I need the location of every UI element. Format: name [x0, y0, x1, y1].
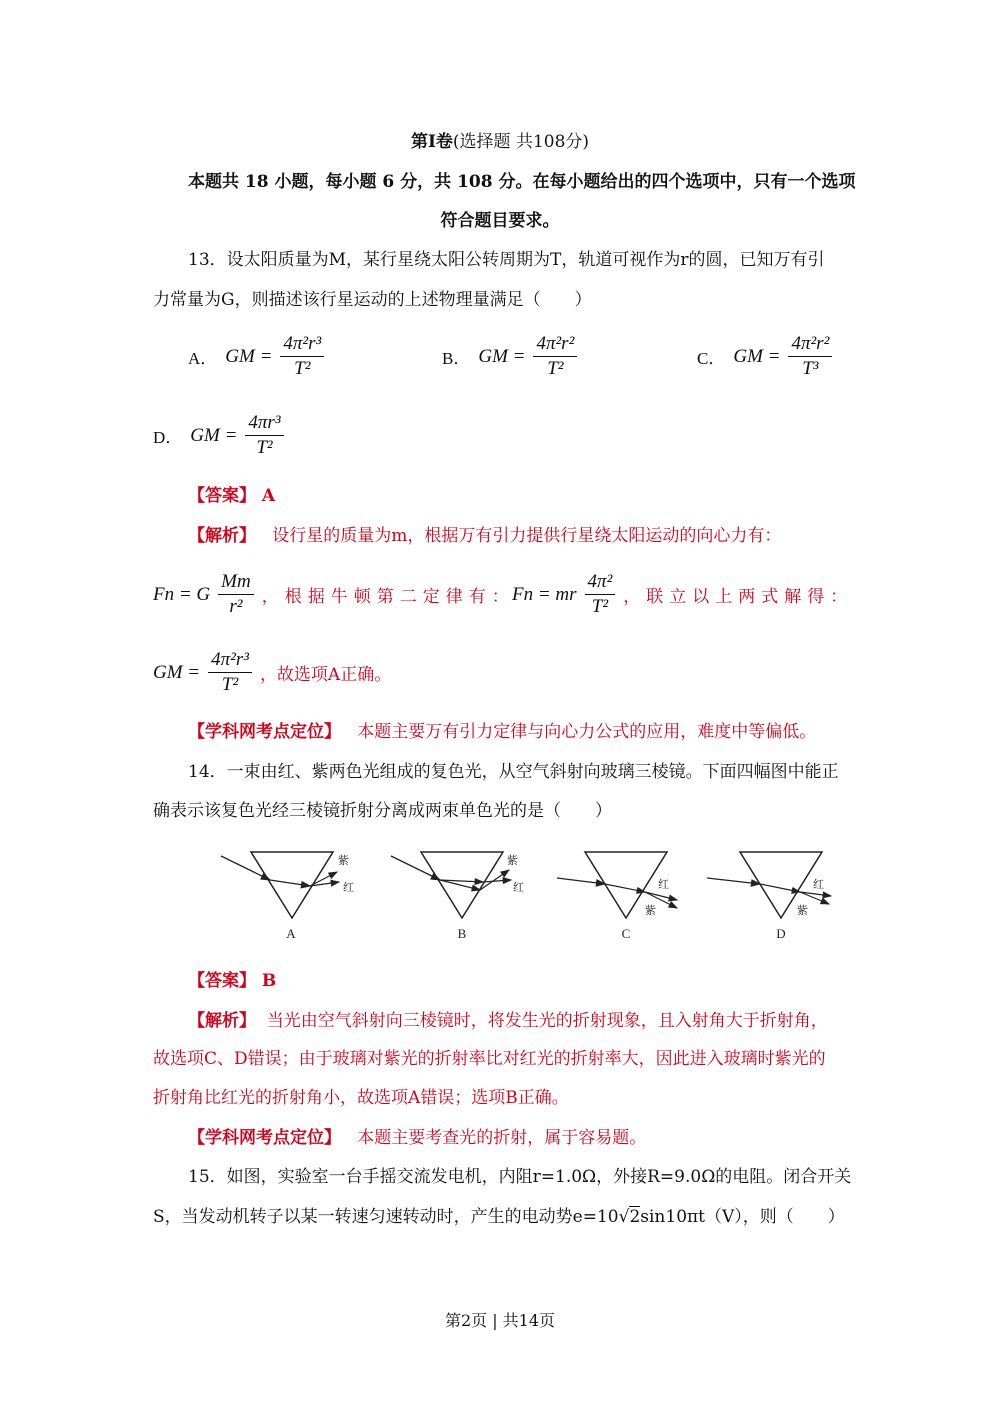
option-fraction: [280, 334, 324, 379]
q13-option-d: [153, 413, 284, 458]
equation-lhs: GM =: [153, 661, 201, 683]
incident-ray: [557, 878, 605, 884]
prism-figure-b: [391, 852, 524, 941]
fraction-denominator: T³: [802, 358, 819, 379]
equation-text: ，故选项A正确。: [259, 665, 392, 685]
fraction-numerator: 4π²r³: [208, 650, 252, 673]
color-label-bottom: 红: [513, 881, 524, 894]
answer-value: A: [261, 486, 276, 506]
q15-stem-line-2: [153, 1206, 845, 1228]
option-label: D．: [153, 428, 183, 447]
option-lhs: GM =: [478, 345, 526, 367]
option-label: B．: [442, 349, 471, 368]
fraction-numerator: 4πr³: [245, 413, 283, 436]
q14-stem-line-1: 14．一束由红、紫两色光组成的复色光，从空气斜射向玻璃三棱镜。下面四幅图中能正: [188, 762, 839, 782]
prism-triangle: [740, 852, 822, 918]
q14-analysis-line-1: [188, 1010, 828, 1032]
analysis-tag: 【解析】: [188, 526, 256, 546]
section-title-rest: (选择题 共108分): [452, 132, 590, 152]
sqrt-radicand: 2: [629, 1207, 641, 1227]
color-label-top: 红: [813, 878, 824, 891]
instruction-line-2: 符合题目要求。: [440, 211, 560, 231]
q13-equation-2: [512, 572, 853, 617]
q13-equation-3: [153, 650, 391, 695]
figure-label: C: [621, 926, 631, 941]
color-label-top: 紫: [338, 854, 349, 867]
refracted-ray: [270, 880, 310, 886]
answer-value: B: [261, 971, 277, 991]
option-fraction: [788, 334, 832, 379]
point-text: 本题主要万有引力定律与向心力公式的应用，难度中等偏低。: [357, 722, 817, 742]
color-label-bottom: 紫: [797, 904, 808, 917]
color-label-top: 紫: [507, 854, 518, 867]
option-lhs: GM =: [190, 424, 238, 446]
q14-analysis-line-2: 故选项C、D错误；由于玻璃对紫光的折射率比对红光的折射率大，因此进入玻璃时紫光的: [153, 1049, 826, 1069]
equation-text: ，根据牛顿第二定律有：: [261, 587, 515, 607]
fraction-numerator: Mm: [218, 572, 254, 595]
point-text: 本题主要考查光的折射，属于容易题。: [357, 1128, 647, 1148]
fraction-denominator: T²: [221, 674, 239, 695]
figure-label: A: [286, 926, 296, 941]
option-lhs: GM =: [733, 345, 781, 367]
answer-tag: 【答案】: [188, 971, 256, 991]
fraction-numerator: 4π²r³: [280, 334, 324, 357]
equation-text: ，联立以上两式解得：: [623, 587, 854, 607]
q14-stem-line-2: 确表示该复色光经三棱镜折射分离成两束单色光的是（ ）: [153, 801, 612, 821]
stem-text-a: S，当发动机转子以某一转速匀速转动时，产生的电动势e=10: [153, 1207, 619, 1227]
sqrt-symbol: √: [618, 1207, 630, 1227]
prism-figure-a: [221, 852, 354, 941]
option-label: C．: [697, 349, 726, 368]
fraction-numerator: 4π²r²: [533, 334, 577, 357]
refracted-ray: [605, 884, 645, 892]
stem-text-c: sin10πt（V），则（ ）: [640, 1207, 845, 1227]
q13-equation-1: [153, 572, 515, 617]
fraction-denominator: T²: [294, 358, 311, 379]
q15-stem-line-1: 15．如图，实验室一台手摇交流发电机，内阻r=1.0Ω，外接R=9.0Ω的电阻。闭合开关: [188, 1167, 852, 1187]
analysis-tag: 【解析】: [188, 1011, 256, 1031]
analysis-text: 设行星的质量为m，根据万有引力提供行星绕太阳运动的向心力有：: [272, 526, 782, 546]
option-fraction: [245, 413, 283, 458]
exit-ray-top: [645, 892, 677, 900]
exit-ray-bottom: [483, 880, 511, 882]
prism-figures: [215, 842, 875, 942]
q13-analysis: [188, 525, 781, 547]
q13-option-b: [442, 334, 577, 379]
option-label: A．: [188, 349, 218, 368]
q13-stem-line-1: 13．设太阳质量为M，某行星绕太阳公转周期为T，轨道可视作为r的圆，已知万有引: [188, 250, 825, 270]
color-label-top: 红: [658, 878, 669, 891]
q13-option-a: [188, 334, 324, 379]
fraction-denominator: r²: [229, 596, 243, 617]
equation-lhs: Fn = G: [153, 583, 211, 605]
incident-ray: [707, 878, 760, 884]
q14-analysis-line-3: 折射角比红光的折射角小，故选项A错误；选项B正确。: [153, 1088, 569, 1108]
q14-point: [188, 1127, 646, 1149]
q13-option-c: [697, 334, 832, 379]
q13-point: [188, 721, 816, 743]
equation-lhs: Fn = mr: [512, 583, 577, 605]
q13-answer: [188, 485, 275, 507]
point-tag: 【学科网考点定位】: [188, 1128, 341, 1148]
page-footer: 第2页 | 共14页: [444, 1311, 556, 1330]
fraction-denominator: T²: [591, 596, 609, 617]
incident-ray: [221, 856, 270, 880]
q14-answer: [188, 970, 276, 992]
fraction-numerator: 4π²r²: [788, 334, 832, 357]
fraction-denominator: T²: [547, 358, 564, 379]
prism-figure-c: [557, 852, 677, 941]
option-lhs: GM =: [225, 345, 273, 367]
color-label-bottom: 紫: [645, 904, 656, 917]
equation-fraction: [208, 650, 252, 695]
answer-tag: 【答案】: [188, 486, 256, 506]
figure-label: D: [776, 926, 786, 941]
section-title: [0, 131, 1000, 153]
equation-fraction: [585, 572, 616, 617]
instruction-line-1: 本题共 18 小题，每小题 6 分，共 108 分。在每小题给出的四个选项中，只有一个选项: [188, 172, 856, 192]
equation-fraction: [218, 572, 254, 617]
fraction-numerator: 4π²: [585, 572, 616, 595]
prism-figure-d: [707, 852, 831, 941]
color-label-bottom: 红: [343, 881, 354, 894]
figure-label: B: [457, 926, 467, 941]
analysis-text: 当光由空气斜射向三棱镜时，将发生光的折射现象，且入射角大于折射角，: [266, 1011, 828, 1031]
q13-stem-line-2: 力常量为G，则描述该行星运动的上述物理量满足（ ）: [153, 290, 592, 310]
point-tag: 【学科网考点定位】: [188, 722, 341, 742]
incident-ray: [391, 856, 440, 880]
fraction-denominator: T²: [256, 437, 273, 458]
refracted-ray: [760, 884, 800, 892]
option-fraction: [533, 334, 577, 379]
section-title-bold: 第Ⅰ卷: [410, 132, 453, 152]
